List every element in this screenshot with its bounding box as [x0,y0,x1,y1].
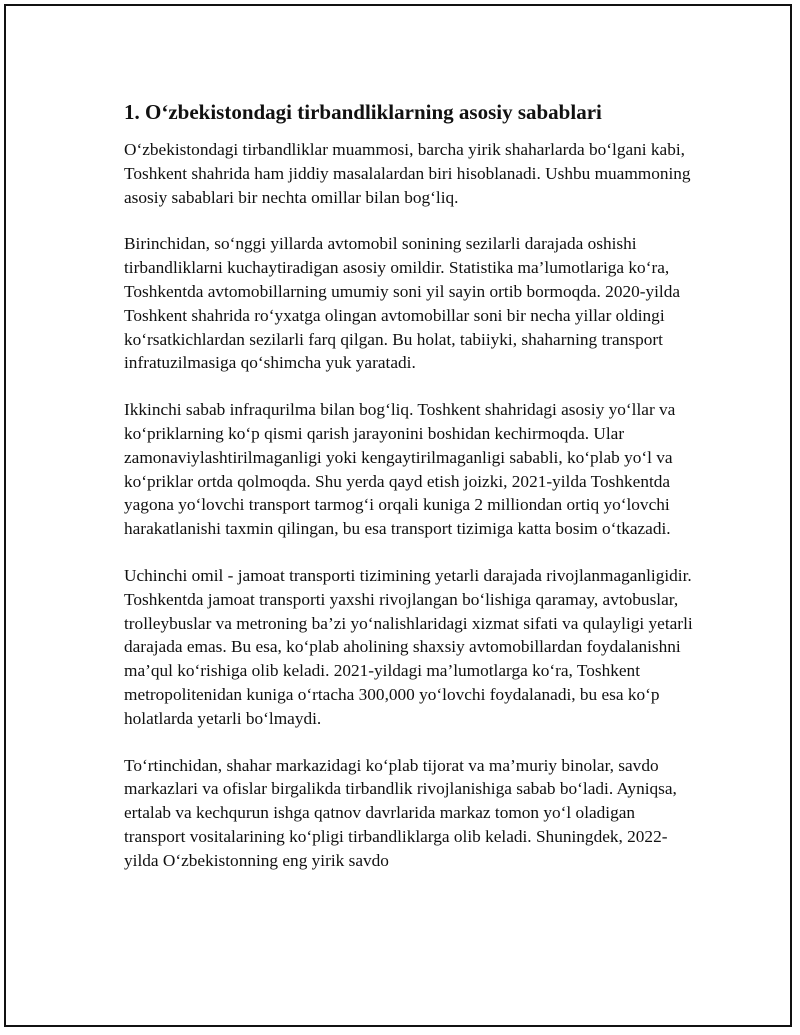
paragraph-fourth-reason: To‘rtinchidan, shahar markazidagi ko‘plab tijorat va ma’muriy binolar, savdo markazlari va ofislar birgalikda tirbandlik rivojlanishiga sabab bo‘ladi. Ayniqsa, ertalab va kechqurun ishga qatnov davrlarida markaz tomon yo‘l oladigan transport vositalarining ko‘pligi tirbandliklarga olib keladi. Shuningdek, 2022-yilda O‘zbekistonning eng yirik savdo [124,755,677,870]
paragraph-first-reason: Birinchidan, so‘nggi yillarda avtomobil sonining sezilarli darajada oshishi tirbandliklarni kuchaytiradigan asosiy omildir. Statistika ma’lumotlariga ko‘ra, Toshkentda avtomobillarning umumiy soni yil sayin ortib bormoqda. 2020-yilda Toshkent shahrida ro‘yxatga olingan avtomobillar soni bir necha yillar oldingi ko‘rsatkichlardan sezilarli farq qilgan. Bu holat, tabiiyki, shaharning transport infratuzilmasiga qo‘shimcha yuk yaratadi. [124,234,681,373]
section-heading: 1. O‘zbekistondagi tirbandliklarning asosiy sabablari [124,100,602,124]
paragraph-third-reason: Uchinchi omil - jamoat transporti tizimining yetarli darajada rivojlanmaganligidir. Toshkentda jamoat transporti yaxshi rivojlangan bo‘lishiga qaramay, avtobuslar, trolleybuslar va metroning ba’zi yo‘nalishlaridagi xizmat sifati va qulayligi yetarli darajada emas. Bu esa, ko‘plab aholining shaxsiy avtomobillardan foydalanishni ma’qul ko‘rishiga olib keladi. 2021-yildagi ma’lumotlarga ko‘ra, Toshkent metropolitenidan kuniga o‘rtacha 300,000 yo‘lovchi foydalanadi, bu esa ko‘p holatlarda yetarli bo‘lmaydi. [124,565,693,728]
document-body [124,98,698,873]
page-frame [4,4,792,1027]
paragraph-intro: O‘zbekistondagi tirbandliklar muammosi, barcha yirik shaharlarda bo‘lgani kabi, Toshkent shahrida ham jiddiy masalalardan biri hisoblanadi. Ushbu muammoning asosiy sabablari bir nechta omillar bilan bog‘liq. [124,140,691,207]
paragraph-second-reason: Ikkinchi sabab infraqurilma bilan bog‘liq. Toshkent shahridagi asosiy yo‘llar va ko‘priklarning ko‘p qismi qarish jarayonini boshidan kechirmoqda. Ular zamonaviylashtirilmaganligi yoki kengaytirilmaganligi sababli, ko‘plab yo‘l va ko‘priklar ortda qolmoqda. Shu yerda qayd etish joizki, 2021-yilda Toshkentda yagona yo‘lovchi transport tarmog‘i orqali kuniga 2 milliondan ortiq yo‘lovchi harakatlanishi taxmin qilingan, bu esa transport tizimiga katta bosim o‘tkazadi. [124,400,676,539]
